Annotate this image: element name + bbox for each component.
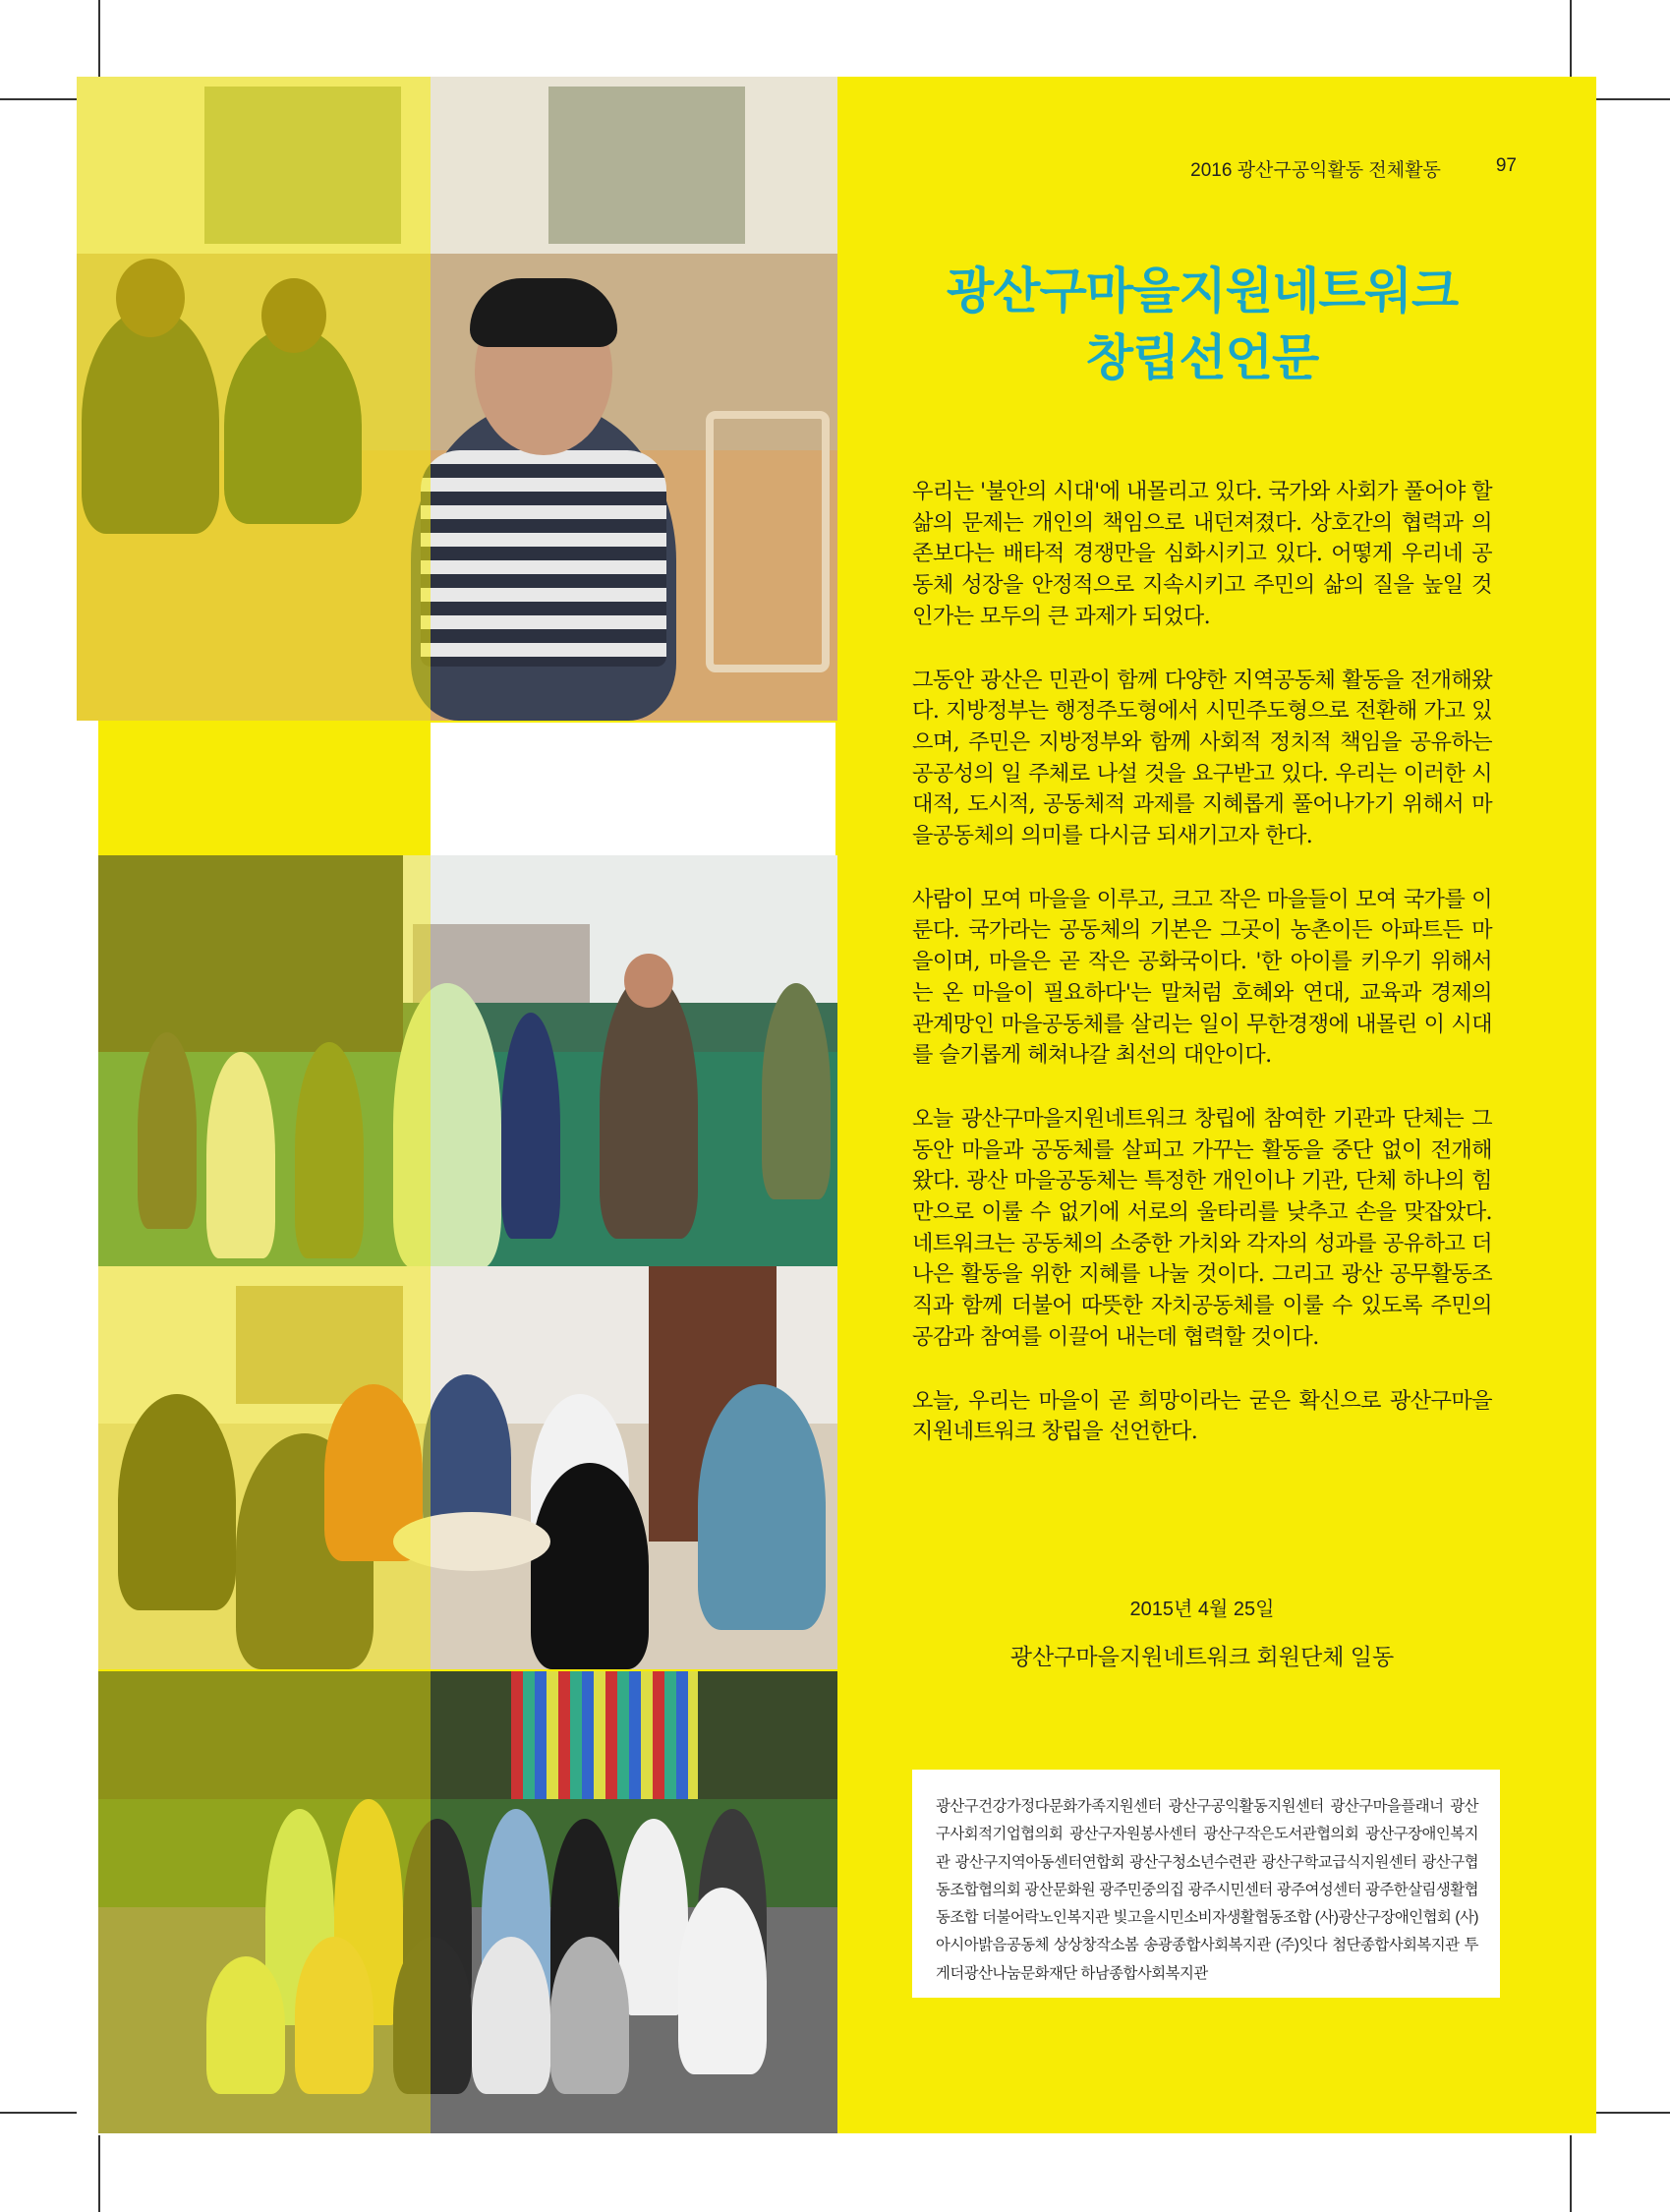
white-block [431, 723, 835, 855]
crop-mark [1593, 98, 1670, 100]
paragraph: 사람이 모여 마을을 이루고, 크고 작은 마을들이 모여 국가를 이룬다. 국가라는 공동체의 기본은 그곳이 농촌이든 아파트든 마을이며, 마을은 곧 작은 공화국이다. '한 아이를 키우기 위해서는 온 마을이 필요하다'는 말처럼 호혜와 연대, 교육과 경제의 관계망인 마을공동체를 살리는 일이 무한경쟁에 내몰린 이 시대를 슬기롭게 헤쳐나갈 최선의 대안이다. [912, 886, 1492, 1069]
crop-mark [1593, 2112, 1670, 2114]
member-organizations-box [912, 1770, 1500, 1998]
crop-mark [0, 98, 77, 100]
title-line-2: 창립선언문 [1085, 329, 1319, 386]
page-number: 97 [1495, 155, 1517, 176]
group-outdoor-photo [98, 1671, 837, 2133]
declaration-date: 2015년 4월 25일 [1129, 1599, 1275, 1620]
section-title: 2016 광산구공익활동 전체활동 [1190, 160, 1441, 181]
crop-mark [98, 2135, 100, 2212]
crop-mark [0, 2112, 77, 2114]
cafe-meeting-photo [98, 1266, 837, 1669]
running-header [1190, 155, 1517, 182]
title-line-1: 광산구마을지원네트워크 [946, 262, 1459, 320]
crop-mark [98, 0, 100, 77]
rooftop-garden-tour-photo [98, 855, 837, 1266]
document-title [837, 258, 1567, 391]
declaration-body [912, 477, 1492, 1481]
paragraph: 오늘 광산구마을지원네트워크 창립에 참여한 기관과 단체는 그동안 마을과 공동체를 살피고 가꾸는 활동을 중단 없이 전개해왔다. 광산 마을공동체는 특정한 개인이나 기관, 단체 하나의 힘만으로 이룰 수 없기에 서로의 울타리를 낮추고 손을 맞잡았다. 네트워크는 공동체의 소중한 가치와 각자의 성과를 공유하고 더 나은 활동을 위한 지혜를 나눌 것이다. 그리고 광산 공무활동조직과 함께 더불어 따뜻한 자치공동체를 이룰 수 있도록 주민의 공감과 참여를 이끌어 내는데 협력할 것이다. [912, 1105, 1492, 1350]
member-organizations-list: 광산구건강가정다문화가족지원센터 광산구공익활동지원센터 광산구마을플래너 광산구사회적기업협의회 광산구자원봉사센터 광산구작은도서관협의회 광산구장애인복지관 광산구지역아동센터연합회 광산구청소년수련관 광산구학교급식지원센터 광산구협동조합협의회 광산문화원 광주민중의집 광주시민센터 광주여성센터 광주한살림생활협동조합 더불어락노인복지관 빛고을시민소비자생활협동조합 (사)광산구장애인협회 (사)아시아밝음공동체 상상창작소봄 송광종합사회복지관 (주)잇다 첨단종합사회복지관 투게더광산나눔문화재단 하남종합사회복지관 [936, 1798, 1478, 1982]
crop-mark [1570, 2135, 1572, 2212]
crop-mark [1570, 0, 1572, 77]
workshop-classroom-photo [77, 77, 837, 721]
paragraph: 그동안 광산은 민관이 함께 다양한 지역공동체 활동을 전개해왔다. 지방정부는 행정주도형에서 시민주도형으로 전환해 가고 있으며, 주민은 지방정부와 함께 사회적 정치적 책임을 공유하는 공공성의 일 주체로 나설 것을 요구받고 있다. 우리는 이러한 시대적, 도시적, 공동체적 과제를 지혜롭게 풀어나가기 위해서 마을공동체의 의미를 다시금 되새기고자 한다. [912, 667, 1492, 849]
paragraph: 우리는 '불안의 시대'에 내몰리고 있다. 국가와 사회가 풀어야 할 삶의 문제는 개인의 책임으로 내던져졌다. 상호간의 협력과 의존보다는 배타적 경쟁만을 심화시키고 있다. 어떻게 우리네 공동체 성장을 안정적으로 지속시키고 주민의 삶의 질을 높일 것인가는 모두의 큰 과제가 되었다. [912, 479, 1492, 629]
paragraph: 오늘, 우리는 마을이 곧 희망이라는 굳은 확신으로 광산구마을지원네트워크 창립을 선언한다. [912, 1387, 1492, 1445]
signing-organization: 광산구마을지원네트워크 회원단체 일동 [1009, 1644, 1395, 1669]
